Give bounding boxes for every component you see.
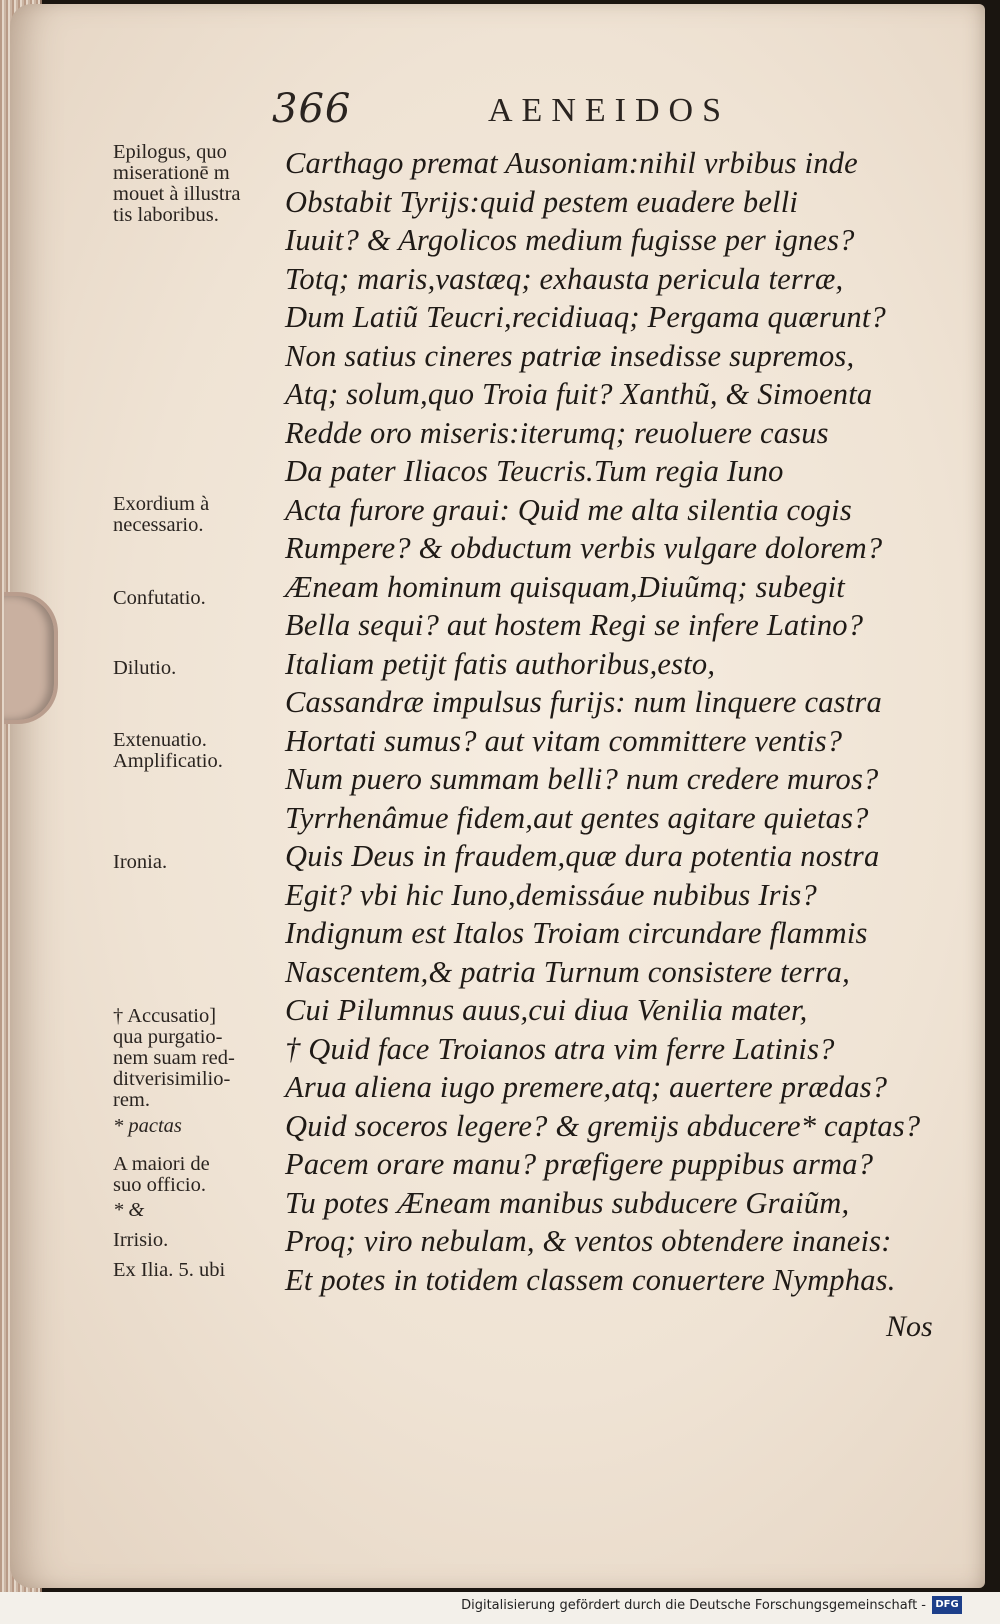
- verse-line: Et potes in totidem classem conuertere Nymphas.: [285, 1262, 896, 1297]
- marginal-note-confutatio: Confutatio.: [113, 587, 206, 609]
- marginal-note-et: * &: [113, 1199, 145, 1221]
- marginal-note-epilogus: Epilogus, quo miserationē m mouet à illustra tis laboribus.: [113, 141, 241, 226]
- catchword: Nos: [886, 1310, 933, 1343]
- marginal-note-ex-ilia: Ex Ilia. 5. ubi: [113, 1259, 226, 1281]
- marginal-note-pactas: * pactas: [113, 1115, 182, 1137]
- verse-line: Proq; viro nebulam, & ventos obtendere inaneis:: [285, 1224, 892, 1258]
- marginal-note-extenuatio: Extenuatio. Amplificatio.: [113, 729, 223, 772]
- verse-line: Rumpere? & obductum verbis vulgare dolorem?: [285, 531, 883, 565]
- verse-line: Nascentem,& patria Turnum consistere terra,: [285, 954, 850, 989]
- verse-line: Cassandræ impulsus furijs: num linquere castra: [285, 685, 882, 719]
- verse-line: Non satius cineres patriæ insedisse supremos,: [285, 338, 855, 373]
- footer-bar: [0, 1592, 1000, 1624]
- verse-line: Quis Deus in fraudem,quæ dura potentia nostra: [285, 839, 880, 873]
- verse-line: Tyrrhenâmue fidem,aut gentes agitare quietas?: [285, 800, 869, 835]
- verse-line: Redde oro miseris:iterumq; reuoluere casus: [285, 415, 829, 450]
- marginal-note-ironia: Ironia.: [113, 851, 168, 873]
- dfg-logo[interactable]: DFG: [932, 1596, 962, 1614]
- book-page: [10, 4, 985, 1588]
- verse-line: Obstabit Tyrijs:quid pestem euadere belli: [285, 184, 799, 219]
- verse-line: Num puero summam belli? num credere muros?: [285, 762, 879, 796]
- marginal-note-exordium: Exordium à necessario.: [113, 493, 210, 536]
- verse-line: Tu potes Æneam manibus subducere Graiũm,: [285, 1185, 850, 1220]
- verse-line: Da pater Iliacos Teucris.Tum regia Iuno: [285, 454, 784, 488]
- footer-credit: Digitalisierung gefördert durch die Deutsche Forschungsgemeinschaft -: [461, 1598, 926, 1613]
- verse-line: Æneam hominum quisquam,Diuũmq; subegit: [285, 569, 845, 604]
- verse-line: Carthago premat Ausoniam:nihil vrbibus inde: [285, 146, 858, 180]
- verse-line: Atq; solum,quo Troia fuit? Xanthũ, & Simoenta: [285, 377, 873, 411]
- verse-line: Acta furore graui: Quid me alta silentia cogis: [285, 492, 852, 527]
- running-head: AENEIDOS: [488, 92, 730, 129]
- verse-line: † Quid face Troianos atra vim ferre Latinis?: [285, 1031, 835, 1066]
- verse-line: Bella sequi? aut hostem Regi se infere Latino?: [285, 608, 864, 642]
- marginal-note-dilutio: Dilutio.: [113, 657, 177, 679]
- verse-line: Indignum est Italos Troiam circundare flammis: [285, 916, 868, 950]
- verse-line: Cui Pilumnus auus,cui diua Venilia mater,: [285, 993, 808, 1027]
- marginal-note-a-maiori: A maiori de suo officio.: [113, 1153, 210, 1196]
- verse-line: Totq; maris,vastæq; exhausta pericula terræ,: [285, 261, 844, 296]
- verse-line: Egit? vbi hic Iuno,demissáue nubibus Iris?: [285, 877, 817, 912]
- verse-line: Dum Latiũ Teucri,recidiuaq; Pergama quærunt?: [285, 300, 887, 334]
- marginal-note-irrisio: Irrisio.: [113, 1229, 169, 1251]
- verse-line: Pacem orare manu? præfigere puppibus arma?: [285, 1147, 874, 1181]
- verse-block: [285, 144, 965, 1299]
- verse-line: Arua aliena iugo premere,atq; auertere prædas?: [285, 1070, 888, 1104]
- verse-line: Italiam petijt fatis authoribus,esto,: [285, 646, 716, 681]
- page-number: 366: [272, 86, 352, 132]
- marginal-note-accusatio: † Accusatio] qua purgatio- nem suam red- ditverisimilio- rem.: [113, 1005, 235, 1111]
- verse-line: Hortati sumus? aut vitam committere ventis?: [285, 723, 843, 758]
- page-clip: [4, 592, 58, 724]
- verse-line: Quid soceros legere? & gremijs abducere* captas?: [285, 1108, 921, 1143]
- verse-line: Iuuit? & Argolicos medium fugisse per ignes?: [285, 223, 855, 257]
